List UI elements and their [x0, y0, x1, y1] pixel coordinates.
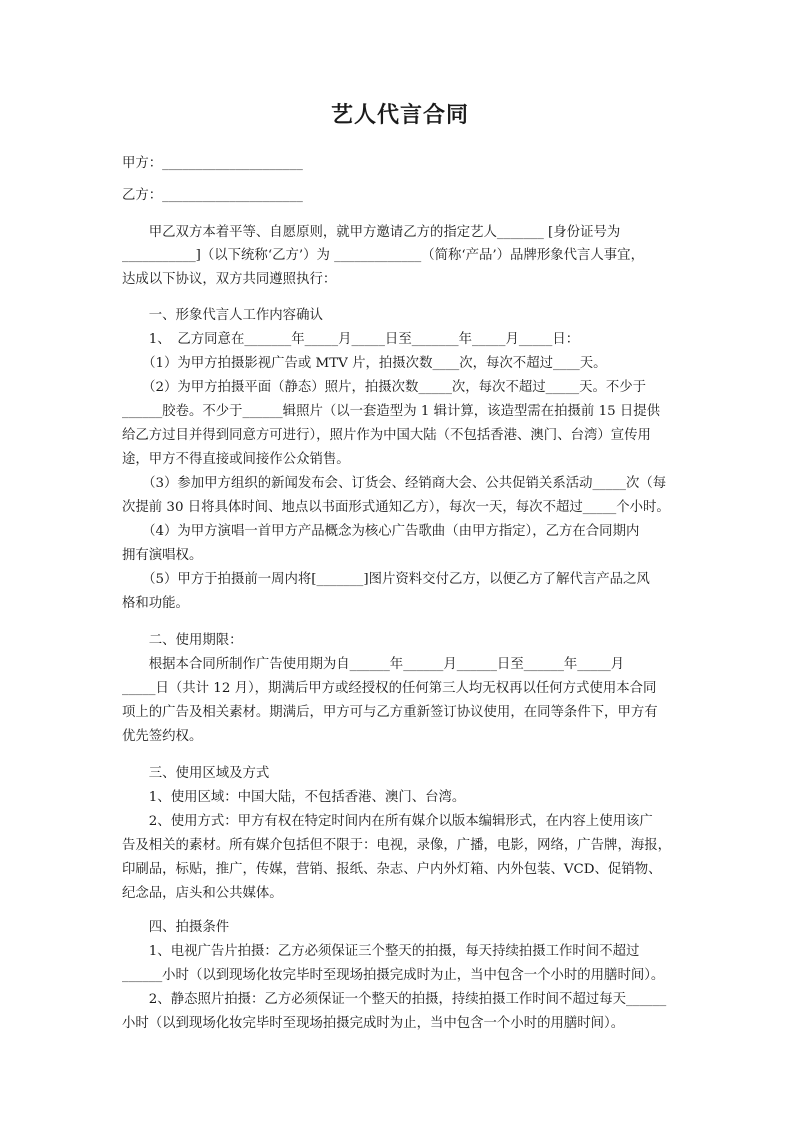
party-a-line: 甲方：_____________________ [122, 156, 303, 171]
clause-line: 1、使用区域：中国大陆，不包括香港、澳门、台湾。 [122, 790, 466, 805]
clause-line: （2）为甲方拍摄平面（静态）照片，拍摄次数_____次，每次不超过_____天。不少于 [122, 380, 647, 395]
clause-line: 给乙方过目并得到同意方可进行），照片作为中国大陆（不包括香港、澳门、台湾）宣传用 [122, 428, 651, 443]
intro-line: 达成以下协议，双方共同遵照执行： [122, 272, 337, 287]
clause-line: 根据本合同所制作广告使用期为自______年______月______日至______年_____月 [122, 657, 625, 672]
clause-line: 1、电视广告片拍摄：乙方必须保证三个整天的拍摄，每天持续拍摄工作时间不超过 [122, 944, 640, 959]
clause-line: 2、静态照片拍摄：乙方必须保证一个整天的拍摄，持续拍摄工作时间不超过每天______ [122, 992, 667, 1007]
intro-line: ___________]（以下统称‘乙方’）为 _____________（简称‘产品’）品牌形象代言人事宜， [122, 248, 644, 263]
clause-line: （5）甲方于拍摄前一周内将[_______]图片资料交付乙方，以便乙方了解代言产品之风 [122, 572, 650, 587]
section-heading: 二、使用期限： [122, 633, 243, 648]
section-heading: 一、形象代言人工作内容确认 [122, 308, 323, 323]
clause-line: 格和功能。 [122, 596, 189, 611]
clause-line: （3）参加甲方组织的新闻发布会、订货会、经销商大会、公共促销关系活动_____次（每 [122, 476, 667, 491]
intro-line: 甲乙双方本着平等、自愿原则，就甲方邀请乙方的指定艺人_______ [身份证号为 [122, 225, 621, 240]
clause-line: 告及相关的素材。所有媒介包括但不限于：电视，录像，广播，电影，网络，广告牌，海报， [122, 838, 672, 853]
clause-line: ______胶卷。不少于______辑照片（以一套造型为 1 辑计算，该造型需在拍摄前 15 日提供 [122, 404, 661, 419]
clause-line: _____日（共计 12 月），期满后甲方或经授权的任何第三人均无权再以任何方式使用本合同 [122, 681, 657, 696]
clause-line: 途，甲方不得直接或间接作公众销售。 [122, 452, 350, 467]
clause-line: （1）为甲方拍摄影视广告或 MTV 片，拍摄次数____次，每次不超过____天。 [122, 356, 607, 371]
clause-line: 小时（以到现场化妆完毕时至现场拍摄完成时为止，当中包含一个小时的用膳时间）。 [122, 1016, 625, 1031]
contract-title: 艺人代言合同 [330, 103, 469, 128]
clause-line: 1、 乙方同意在_______年_____月_____日至_______年_____月_____日： [122, 332, 580, 347]
section-heading: 三、使用区域及方式 [122, 766, 270, 781]
clause-line: 纪念品，店头和公共媒体。 [122, 886, 283, 901]
clause-line: 印刷品，标贴，推广，传媒，营销、报纸、杂志、户内外灯箱、内外包装、VCD、促销物、 [122, 862, 662, 877]
clause-line: 优先签约权。 [122, 729, 203, 744]
clause-line: 项上的广告及相关素材。期满后，甲方可与乙方重新签订协议使用，在同等条件下，甲方有 [122, 705, 658, 720]
clause-line: 2、使用方式：甲方有权在特定时间内在所有媒介以版本编辑形式，在内容上使用该广 [122, 814, 653, 829]
party-b-line: 乙方：_____________________ [122, 188, 303, 203]
clause-line: 次提前 30 日将具体时间、地点以书面形式通知乙方），每次一天，每次不超过_____个小时。 [122, 500, 670, 515]
clause-line: ______小时（以到现场化妆完毕时至现场拍摄完成时为止，当中包含一个小时的用膳时间）。 [122, 968, 665, 983]
clause-line: （4）为甲方演唱一首甲方产品概念为核心广告歌曲（由甲方指定），乙方在合同期内 [122, 524, 640, 539]
section-heading: 四、拍摄条件 [122, 920, 230, 935]
clause-line: 拥有演唱权。 [122, 548, 203, 563]
